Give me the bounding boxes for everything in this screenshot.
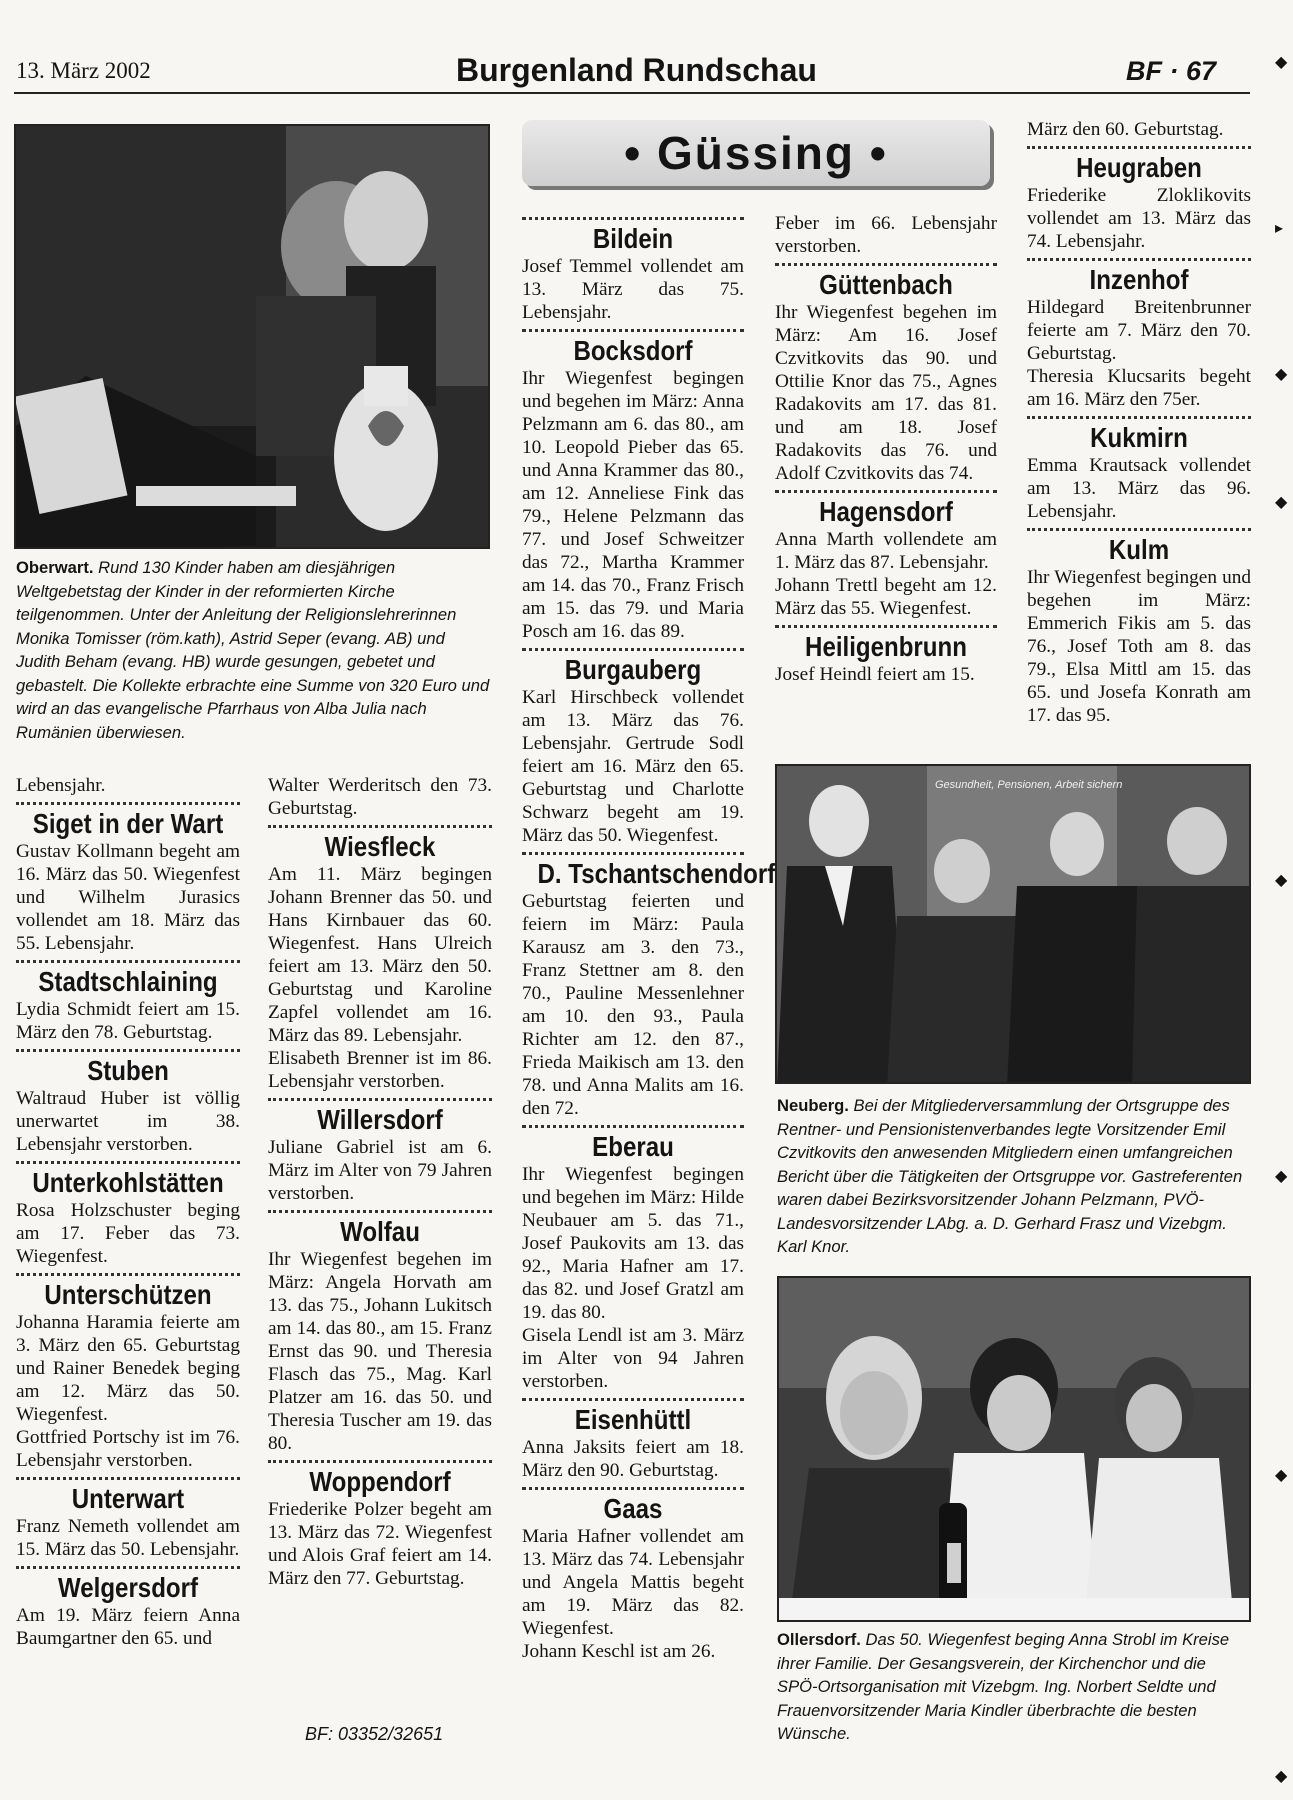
column-3 xyxy=(522,212,776,1663)
article-text: Gisela Lendl ist am 3. März im Alter von 94 Jahren verstorben. xyxy=(522,1325,744,1392)
scan-mark: ◆ xyxy=(1275,494,1288,511)
photo-ollersdorf xyxy=(777,1276,1251,1622)
photo-neuberg-illustration xyxy=(777,766,1251,1084)
article-text: Johann Keschl ist am 26. xyxy=(522,1641,716,1662)
article-text: Juliane Gabriel ist am 6. März im Alter von 79 Jahren verstorben. xyxy=(268,1137,492,1204)
caption-neuberg xyxy=(777,1094,1251,1259)
heading: Hagensdorf xyxy=(819,496,953,527)
article-text: Ihr Wiegenfest begingen und begehen im März: Anna Pelzmann am 6. das 80., am 10. Leopold Pieber das 65. und Anna Krammer das 80., am 12. Anneliese Fink das 79., Helene Pelzmann das 77. und Josef Schweitzer das 72., Martha Krammer am 14. das 70., Franz Frisch am 15. das 79. und Maria Posch am 16. das 89. xyxy=(522,368,744,642)
divider xyxy=(1027,258,1251,261)
heading: Kukmirn xyxy=(1090,422,1188,453)
divider xyxy=(522,217,744,220)
heading: D. Tschantschendorf xyxy=(537,858,776,889)
caption-place: Oberwart. xyxy=(16,558,94,577)
article-text: Johanna Haramia feierte am 3. März den 65. Geburtstag und Rainer Benedek beging am 12. März das 50. Wiegenfest. xyxy=(16,1312,240,1425)
photo-ollersdorf-illustration xyxy=(779,1278,1251,1622)
section-banner xyxy=(522,120,990,186)
heading: Heugraben xyxy=(1076,152,1202,183)
scan-mark: ◆ xyxy=(1275,1768,1288,1785)
phone-number: BF: 03352/32651 xyxy=(305,1724,444,1744)
article-text: Waltraud Huber ist völlig unerwartet im 38. Lebensjahr verstorben. xyxy=(16,1088,240,1155)
divider xyxy=(522,1125,744,1128)
heading: Eberau xyxy=(592,1131,674,1162)
divider xyxy=(16,1049,240,1052)
divider xyxy=(775,490,997,493)
article-text: Theresia Klucsarits begeht am 16. März den 75er. xyxy=(1027,366,1251,410)
intro-text: Walter Werderitsch den 73. Geburtstag. xyxy=(268,775,492,819)
caption-place: Neuberg. xyxy=(777,1096,849,1115)
heading: Stuben xyxy=(87,1055,169,1086)
heading: Siget in der Wart xyxy=(32,808,224,839)
divider xyxy=(268,1210,492,1213)
heading: Willersdorf xyxy=(317,1104,443,1135)
heading: Woppendorf xyxy=(309,1466,451,1497)
heading: Inzenhof xyxy=(1089,264,1189,295)
article-text: Josef Temmel vollendet am 13. März das 75. Lebensjahr. xyxy=(522,256,744,323)
article-text: Friederike Polzer begeht am 13. März das 72. Wiegenfest und Alois Graf feiert am 14. März den 77. Geburtstag. xyxy=(268,1499,492,1589)
heading: Stadtschlaining xyxy=(38,966,218,997)
scan-mark: ◆ xyxy=(1275,1467,1288,1484)
divider xyxy=(1027,416,1251,419)
heading: Unterschützen xyxy=(44,1279,212,1310)
article-text: Lydia Schmidt feiert am 15. März den 78. Geburtstag. xyxy=(16,999,240,1043)
divider xyxy=(522,1398,744,1401)
article-text: Ihr Wiegenfest begingen und begehen im März: Emmerich Fikis am 5. das 76., Josef Toth am 8. das 79., Elsa Mittl am 15. das 65. und Josefa Konrath am 17. das 95. xyxy=(1027,567,1251,726)
column-1 xyxy=(16,774,240,1650)
scan-mark: ◆ xyxy=(1275,366,1288,383)
divider xyxy=(268,1098,492,1101)
scan-mark: ◆ xyxy=(1275,1168,1288,1185)
article-text: Maria Hafner vollendet am 13. März das 74. Lebensjahr und Angela Mattis begeht am 19. März das 82. Wiegenfest. xyxy=(522,1526,744,1639)
poster-text: Gesundheit, Pensionen, Arbeit sichern xyxy=(935,779,1123,791)
article-text: Gustav Kollmann begeht am 16. März das 50. Wiegenfest und Wilhelm Jurasics vollendet am 18. März das 55. Lebensjahr. xyxy=(16,841,240,954)
scan-mark: ◆ xyxy=(1275,872,1288,889)
intro-text: Lebensjahr. xyxy=(16,775,106,796)
photo-oberwart xyxy=(14,124,490,549)
divider xyxy=(16,1477,240,1480)
article-text: Johann Trettl begeht am 12. März das 55. Wiegenfest. xyxy=(775,575,997,619)
divider xyxy=(1027,146,1251,149)
heading: Wolfau xyxy=(340,1216,420,1247)
heading: Heiligenbrunn xyxy=(805,631,967,662)
heading: Gaas xyxy=(603,1493,663,1524)
heading: Kulm xyxy=(1108,534,1170,565)
caption-place: Ollersdorf. xyxy=(777,1630,861,1649)
heading: Güttenbach xyxy=(819,269,953,300)
heading: Wiesfleck xyxy=(324,831,436,862)
article-text: Elisabeth Brenner ist im 86. Lebensjahr verstorben. xyxy=(268,1048,492,1092)
article-text: Gottfried Portschy ist im 76. Lebensjahr verstorben. xyxy=(16,1427,240,1471)
intro-text: Feber im 66. Lebensjahr verstorben. xyxy=(775,213,997,257)
section-title: • Güssing • xyxy=(624,127,888,179)
heading: Eisenhüttl xyxy=(574,1404,692,1435)
divider xyxy=(522,648,744,651)
heading: Bocksdorf xyxy=(573,335,693,366)
divider xyxy=(775,263,997,266)
article-text: Ihr Wiegenfest begingen und begehen im März: Hilde Neubauer am 5. das 71., Josef Paukovits am 13. das 92., Maria Hafner am 17. das 82. und Josef Gratzl am 19. das 80. xyxy=(522,1164,744,1323)
divider xyxy=(268,1460,492,1463)
caption-oberwart xyxy=(16,556,490,744)
article-text: Anna Marth vollendete am 1. März das 87. Lebensjahr. xyxy=(775,529,997,573)
scan-mark: ◆ xyxy=(1275,54,1288,71)
divider xyxy=(16,960,240,963)
photo-neuberg xyxy=(775,764,1251,1084)
caption-text: Bei der Mitgliederversammlung der Ortsgruppe des Rentner- und Pensionistenverbandes legte Vorsitzender Emil Czvitkovits den anwesenden Mitgliedern einen umfangreichen Bericht über die Tätigkeiten der Ortsgruppe vor. Gastreferenten waren dabei Bezirksvorsitzender Johann Pelzmann, PVÖ-Landesvorsitzender LAbg. a. D. Gerhard Frasz und Vizebgm. Karl Knor. xyxy=(777,1096,1243,1256)
article-text: Emma Krautsack vollendet am 13. März das 96. Lebensjahr. xyxy=(1027,455,1251,522)
scan-mark: ▸ xyxy=(1275,220,1284,237)
article-text: Ihr Wiegenfest begehen im März: Angela Horvath am 13. das 75., Johann Lukitsch am 14. das 80., am 15. Franz Ernst das 90. und Theresia Flasch das 75., Mag. Karl Platzer am 16. das 50. und Theresia Tuscher am 19. das 80. xyxy=(268,1249,492,1454)
article-text: Franz Nemeth vollendet am 15. März das 50. Lebensjahr. xyxy=(16,1516,240,1560)
heading: Unterkohlstätten xyxy=(32,1167,224,1198)
divider xyxy=(16,1566,240,1569)
caption-text: Rund 130 Kinder haben am diesjährigen Weltgebetstag der Kinder in der reformierten Kirche teilgenommen. Unter der Anleitung der Religionslehrerinnen Monika Tomisser (röm.kath), Astrid Seper (evang. AB) und Judith Beham (evang. HB) wurde gesungen, gebetet und gebastelt. Die Kollekte erbrachte eine Summe von 320 Euro und wird an das evangelische Pfarrhaus von Alba Julia nach Rumänien überwiesen. xyxy=(16,558,490,742)
divider xyxy=(1027,528,1251,531)
heading: Burgauberg xyxy=(564,654,702,685)
article-text: Ihr Wiegenfest begehen im März: Am 16. Josef Czvitkovits das 90. und Ottilie Knor das 75., Agnes Radakovits am 17. das 81. und am 18. Josef Radakovits das 76. und Adolf Czvitkovits das 74. xyxy=(775,302,997,484)
caption-ollersdorf xyxy=(777,1628,1251,1746)
divider xyxy=(16,1273,240,1276)
article-text: Anna Jaksits feiert am 18. März den 90. Geburtstag. xyxy=(522,1437,744,1481)
article-text: Am 19. März feiern Anna Baumgartner den 65. und xyxy=(16,1605,240,1649)
divider xyxy=(522,852,744,855)
page-number: BF · 67 xyxy=(1126,56,1217,86)
heading: Bildein xyxy=(592,223,674,254)
header-rule xyxy=(14,92,1250,94)
divider xyxy=(16,802,240,805)
article-text: Geburtstag feierten und feiern im März: Paula Karausz am 3. den 73., Franz Stettner am 8. den 70., Pauline Messenlehner am 10. den 93., Paula Richter am 12. den 87., Frieda Maikisch am 13. den 78. und Anna Malits am 16. den 72. xyxy=(522,891,744,1119)
divider xyxy=(522,1487,744,1490)
divider xyxy=(775,625,997,628)
divider xyxy=(268,825,492,828)
newspaper-title: Burgenland Rundschau xyxy=(456,52,817,88)
column-5 xyxy=(1027,118,1251,727)
divider xyxy=(16,1161,240,1164)
article-text: Am 11. März begingen Johann Brenner das 50. und Hans Kirnbauer das 60. Wiegenfest. Hans Ulreich feiert am 13. März den 50. Geburtstag und Karoline Zapfel vollendet am 16. März das 89. Lebensjahr. xyxy=(268,864,492,1046)
heading: Unterwart xyxy=(71,1483,185,1514)
article-text: Karl Hirschbeck vollendet am 13. März das 76. Lebensjahr. Gertrude Sodl feiert am 16. März den 65. Geburtstag und Charlotte Schwarz begeht am 19. März das 50. Wiegenfest. xyxy=(522,687,744,846)
caption-text: Das 50. Wiegenfest beging Anna Strobl im Kreise ihrer Familie. Der Gesangsverein, der Kirchenchor und die SPÖ-Ortsorganisation mit Vizebgm. Ing. Norbert Seldte und Frauenvorsitzender Maria Kindler überbrachte die besten Wünsche. xyxy=(777,1630,1230,1743)
intro-text: März den 60. Geburtstag. xyxy=(1027,119,1224,140)
heading: Welgersdorf xyxy=(57,1572,199,1603)
article-text: Hildegard Breitenbrunner feierte am 7. März den 70. Geburtstag. xyxy=(1027,297,1251,364)
article-text: Josef Heindl feiert am 15. xyxy=(775,664,975,685)
photo-oberwart-illustration xyxy=(16,126,490,549)
issue-date: 13. März 2002 xyxy=(16,58,151,83)
divider xyxy=(522,329,744,332)
column-2 xyxy=(268,774,492,1590)
article-text: Friederike Zloklikovits vollendet am 13. März das 74. Lebensjahr. xyxy=(1027,185,1251,252)
column-4 xyxy=(775,212,997,686)
article-text: Rosa Holzschuster beging am 17. Feber das 73. Wiegenfest. xyxy=(16,1200,240,1267)
